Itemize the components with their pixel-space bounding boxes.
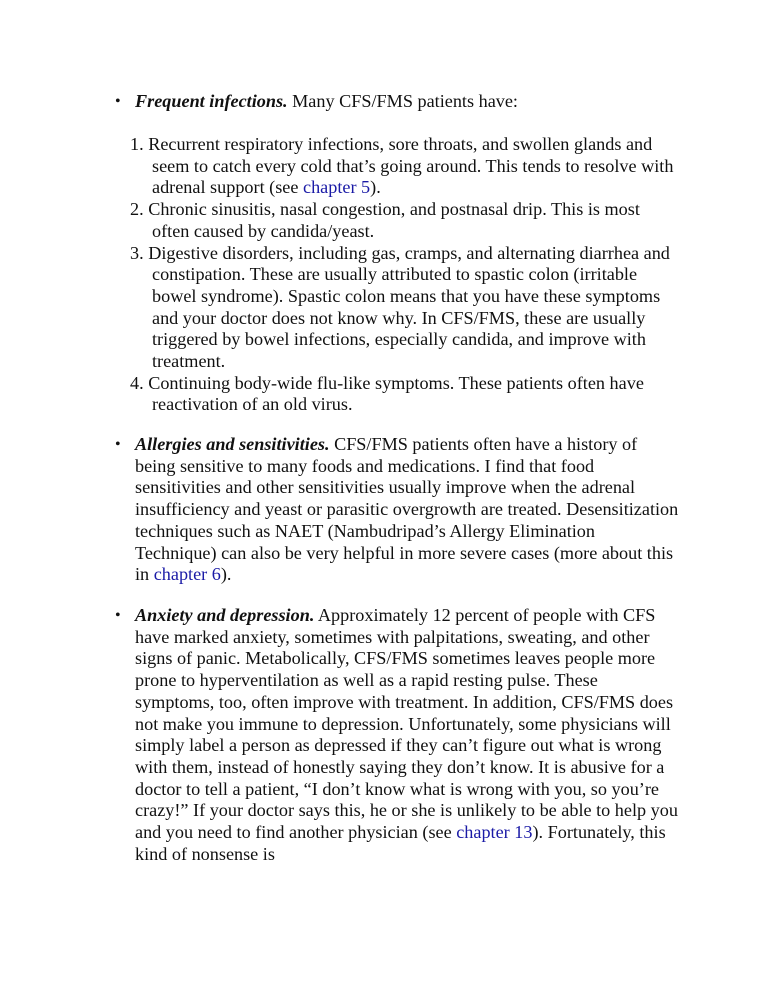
bullet-symbol: •	[115, 607, 121, 624]
bullet-symbol: •	[115, 93, 121, 110]
bullet-text-end: ).	[220, 564, 232, 585]
bullet-anxiety-depression	[115, 605, 680, 865]
list-text: Digestive disorders, including gas, cramps, and alternating diarrhea and constipation. These are usually attributed to spastic colon (irritable bowel syndrome). Spastic colon means that you have these symptoms and your doctor does not know why. In CFS/FMS, these are usually triggered by bowel infections, especially candida, and improve with treatment.	[143, 242, 670, 372]
list-item	[130, 134, 680, 199]
list-number: 4.	[130, 372, 144, 393]
list-item	[130, 373, 680, 416]
chapter-5-link[interactable]: chapter 5	[303, 177, 371, 198]
list-text: Recurrent respiratory infections, sore throats, and swollen glands and seem to catch every cold that’s going around. This tends to resolve with adrenal support (see	[143, 134, 674, 198]
list-number: 3.	[130, 242, 144, 263]
bullet-lead: Anxiety and depression.	[135, 605, 315, 625]
bullet-lead: Allergies and sensitivities.	[135, 434, 330, 454]
bullet-text: Approximately 12 percent of people with CFS have marked anxiety, sometimes with palpitations, sweating, and other signs of panic. Metabolically, CFS/FMS sometimes leaves people more prone to hyperventilation as well as a rapid resting pulse. These symptoms, too, often improve with treatment. In addition, CFS/FMS does not make you immune to depression. Unfortunately, some physicians will simply label a person as depressed if they can’t figure out what is wrong with them, instead of honestly saying they don’t know. It is abusive for a doctor to tell a patient, “I don’t know what is wrong with you, so you’re crazy!” If your doctor says this, he or she is unlikely to be able to help you and you need to find another physician (see	[135, 605, 678, 843]
bullet-allergies	[115, 434, 680, 586]
chapter-6-link[interactable]: chapter 6	[153, 564, 221, 585]
bullet-text: Many CFS/FMS patients have:	[287, 91, 518, 111]
chapter-13-link[interactable]: chapter 13	[456, 822, 533, 843]
bullet-lead: Frequent infections.	[135, 91, 288, 111]
bullet-text: CFS/FMS patients often have a history of being sensitive to many foods and medications. I find that food sensitivities and other sensitivities usually improve when the adrenal insufficiency and yeast or parasitic overgrowth are treated. Desensitization techniques such as NAET (Nambudripad’s Allergy Elimination Technique) can also be very helpful in more severe cases (more about this in	[135, 434, 679, 585]
numbered-list	[130, 134, 680, 416]
list-item	[130, 243, 680, 373]
bullet-text-end: ). Fortunately, this kind of nonsense is	[135, 822, 666, 864]
list-text-end: ).	[370, 177, 381, 198]
list-text: Continuing body-wide flu-like symptoms. These patients often have reactivation of an old virus.	[143, 372, 644, 415]
list-number: 1.	[130, 134, 144, 154]
list-number: 2.	[130, 199, 144, 220]
list-item	[130, 199, 680, 242]
bullet-frequent-infections	[115, 91, 680, 113]
bullet-symbol: •	[115, 436, 121, 453]
list-text: Chronic sinusitis, nasal congestion, and postnasal drip. This is most often caused by candida/yeast.	[143, 199, 640, 241]
